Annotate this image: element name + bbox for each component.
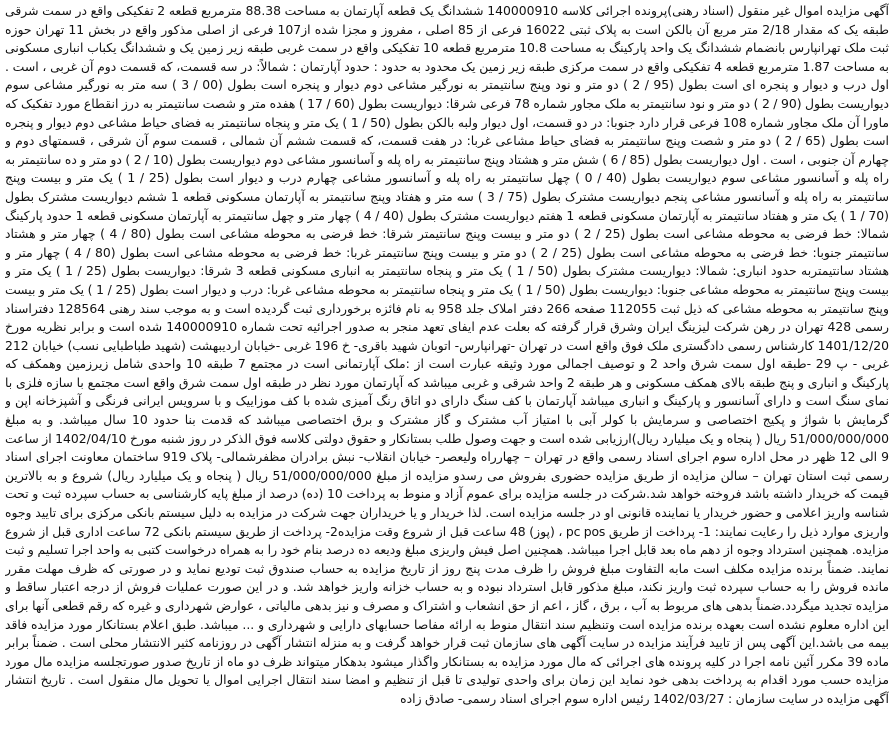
auction-notice — [5, 2, 889, 747]
auction-notice-text: آگهی مزایده اموال غیر منقول (اسناد رهنی)پرونده اجرائی کلاسه 140000910 ششدانگ یک قطعه آپارتمان به مساحت 88.38 مترمربع قطعه 2 تفکیکی واقع در سمت شرقی طبقه یک که مقدار 2/18 متر مربع آن بالکن است به پلاک ثبتی 16022 فرعی از 85 اصلی ، مفروز و مجزا شده از107 فرعی از اصلی مذکور واقع در بخش 11 تهران حوزه ثبت ملک تهرانپارس بانضمام ششدانگ یک واحد پارکینگ به مساحت 10.8 مترمربع قطعه 10 تفکیکی واقع در سمت غربی طبقه زیر زمین یک و ششدانگ یکباب انباری مسکونی به مساحت 1.87 مترمربع قطعه 4 تفکیکی واقع در سمت مرکزی طبقه زیر زمین یک محدود به حدود : حدود آپارتمان : شمالاً: در سه قسمت، که قسمت دوم آن غربی ، است . اول درب و دیوار و پنجره ای است بطول (95 / 2 ) دو متر و نود وپنج سانتیمتر به نورگیر مشاعی دوم دیوار و پنجره است بطول (00 / 3 ) سه متر به نورگیر مشاعی سوم دیواریست بطول (90 / 2 ) دو متر و نود سانتیمتر به ملک مجاور شماره 78 فرعی شرقا: دیواریست بطول (60 / 17 ) هفده متر و شصت سانتیمتر به درز انقطاع مورد تفکیک که ماورا آن ملک مجاور شماره 108 فرعی قرار دارد جنوبا: در دو قسمت، اول دیوار ولبه بالکن بطول (50 / 1 ) یک متر و پنجاه سانتیمتر به فضای حیاط مشاعی دوم دیوار و پنجره است بطول (65 / 2 ) دو متر و شصت وپنج سانتیمتر به فضای حیاط مشاعی غربا: در هفت قسمت، که قسمت ششم آن شمالی ، قسمت سوم آن شرقی ، قسمتهای دوم و چهارم آن جنوبی ، است . اول دیواریست بطول (85 / 6 ) شش متر و هشتاد وپنج سانتیمتر به راه پله و آسانسور مشاعی دوم دیواریست بطول (10 / 2 ) دو متر و ده سانتیمتر به راه پله و آسانسور مشاعی سوم دیواریست بطول (40 / 0 ) چهل سانتیمتر به راه پله و آسانسور مشاعی چهارم درب و دیوار است بطول (25 / 1 ) یک متر و بیست وپنج سانتیمتر به راه پله و آسانسور مشاعی پنجم دیواریست مشترک بطول (75 / 3 ) سه متر و هفتاد وپنج سانتیمتر به آپارتمان مسکونی قطعه 1 ششم دیواریست مشترک بطول (70 / 1 ) یک متر و هفتاد سانتیمتر به آپارتمان مسکونی قطعه 1 هفتم دیواریست مشترک بطول (40 / 4 ) چهار متر و چهل سانتیمتر به آپارتمان مسکونی قطعه 1 حدود پارکینگ شمالا: خط فرضی به محوطه مشاعی است بطول (25 / 2 ) دو متر و بیست وپنج سانتیمتر شرقا: خط فرضی به محوطه مشاعی است بطول (80 / 4 ) چهار متر و هشتاد سانتیمتر جنوبا: خط فرضی به محوطه مشاعی است بطول (25 / 2 ) دو متر و بیست وپنج سانتیمتر غربا: خط فرضی به محوطه مشاعی است بطول (80 / 4 ) چهار متر و هشتاد سانتیمتربه حدود انباری: شمالا: دیواریست مشترک بطول (50 / 1 ) یک متر و پنجاه سانتیمتر به انباری مسکونی قطعه 3 شرقا: دیواریست بطول (25 / 1 ) یک متر و بیست وپنج سانتیمتر به محوطه مشاعی جنوبا: دیواریست بطول (50 / 1 ) یک متر و پنجاه سانتیمتر به محوطه مشاعی غربا: درب و دیوار است بطول (25 / 1 ) یک متر و بیست وپنج سانتیمتر به محوطه مشاعی که ذیل ثبت 112055 صفحه 266 دفتر املاک جلد 958 به نام فائزه برخورداری ثبت گردیده است و به موجب سند رهنی 128564 دفتراسناد رسمی 428 تهران در رهن شرکت لیزینگ ایران وشرق قرار گرفته که بعلت عدم ایفای تعهد منجر به صدور اجرائیه تحت شماره 140000910 شده است و برابر نظریه مورخ 1401/12/20 کارشناس رسمی دادگستری ملک فوق واقع است در تهران -تهرانپارس- اتوبان شهید باقری- خ 196 غربی -خیابان اردیبهشت (شهید طباطبایی نسب) خیابان 212 غربی - پ 29 -طبقه اول سمت شرق واحد 2 و توصیف اجمالی مورد وثیقه عبارت است از :ملک آپارتمانی است در مجتمع 7 طبقه 10 واحدی شامل زیرزمین وهمکف که پارکینگ و انباری و پنج طبقه بالای همکف مسکونی و هر طبقه 2 واحد شرقی و غربی میباشد که آپارتمان مورد نظر در طبقه اول سمت شرق واقع است مجتمع با سازه فلزی با نمای سنگ است و دارای آسانسور و پارکینگ و انباری میباشد آپارتمان با کف سنگ دارای دو اتاق رنگ آمیزی شده با کف موزاییک و با سرویس ایرانی فرنگی و آشپزخانه اپن و گرمایش با شواژ و پکیج اختصاصی و سرمایش با کولر آبی با امتیاز آب مشترک و گاز مشترک و برق اختصاصی میباشد که قدمت بنا حدود 10 سال میباشد. و به مبلغ 51/000/000/000 ریال ( پنجاه و یک میلیارد ریال)ارزیابی شده است و جهت وصول طلب بستانکار و حقوق دولتی کلاسه فوق الذکر در روز شنبه مورخ 1402/04/10 از ساعت 9 الی 12 ظهر در محل اداره سوم اجرای اسناد رسمی واقع در تهران – چهارراه ولیعصر- خیابان انقلاب- نبش برادران مظفرشمالی- پلاک 919 ساختمان معاونت اجرای اسناد رسمی ثبت استان تهران – سالن مزایده از طریق مزایده حضوری بفروش می رسدو مزایده از مبلغ 51/000/000/000 ریال ( پنجاه و یک میلیارد ریال) شروع و به بالاترین قیمت که خریدار داشته باشد فروخته خواهد شد.شرکت در جلسه مزایده برای عموم آزاد و منوط به پرداخت 10 (ده) درصد از مبلغ پایه کارشناسی به حساب سپرده ثبت و تحت شناسه واریز اعلامی و حضور خریدار یا نماینده قانونی او در جلسه مزایده است. لذا خریدار و یا خریداران جهت شرکت در مزایده به دلیل سیستم بانکی مرکزی برای تایید وجوه واریزی موارد ذیل را رعایت نمایند: 1- پرداخت از طریق pc pos ، (پوز) 48 ساعت قبل از شروع وقت مزایده2- پرداخت از طریق سیستم بانکی 72 ساعت اداری قبل از شروع مزایده. همچنین استرداد وجوه از دهم ماه بعد قابل اجرا میباشد. همچنین اصل فیش واریزی مبلغ ودیعه ده درصد بنام خود را به همراه درخواست کتبی به واحد اجرا تسلیم و ثبت نمایند. ضمناً برنده مزایده مکلف است مابه التفاوت مبلغ فروش را ظرف مدت پنج روز از تاریخ مزایده به حساب صندوق ثبت تودیع نماید و در صورتی که ظرف مهلت مقرر مانده فروش را به حساب سپرده ثبت واریز نکند، مبلغ مذکور قابل استرداد نبوده و به حساب خزانه واریز خواهد شد. و در این صورت عملیات فروش از درجه اعتبار ساقط و مزایده تجدید میگردد.ضمناً بدهی های مربوط به آب ، برق ، گاز ، اعم از حق انشعاب و اشتراک و مصرف و نیز بدهی مالیاتی ، عوارض شهرداری و غیره که رقم قطعی آنها برای این اداره معلوم نشده است بعهده برنده مزایده است وتنظیم سند انتقال منوط به ارائه مفاصا حسابهای دارایی و شهرداری و ... میباشد. طبق اعلام بستانکار مورد مزایده فاقد بیمه می باشد.این آگهی پس از تایید فرآیند مزایده در سایت آگهی های سازمان ثبت قرار خواهد گرفت و به منزله انتشار آگهی در روزنامه کثیر الانتشار محلی است . ضمناً برابر ماده 39 مکرر آئین نامه اجرا در کلیه پرونده های اجرائی که مال مورد مزایده به بستانکار واگذار میشود بدهکار میتواند ظرف دو ماه از تاریخ صدور صورتجلسه مزایده مال مورد مزایده حسب مورد اقدام به پرداخت بدهی خود نماید این زمان برای واحدی تولیدی تا قبل از تنظیم و امضا سند انتقال اجرایی اموال یا تحویل مال منقول است . تاریخ انتشار آگهی مزایده در سایت سازمان : 1402/03/27 رئیس اداره سوم اجرای اسناد رسمی- صادق زاده — [5, 3, 889, 706]
